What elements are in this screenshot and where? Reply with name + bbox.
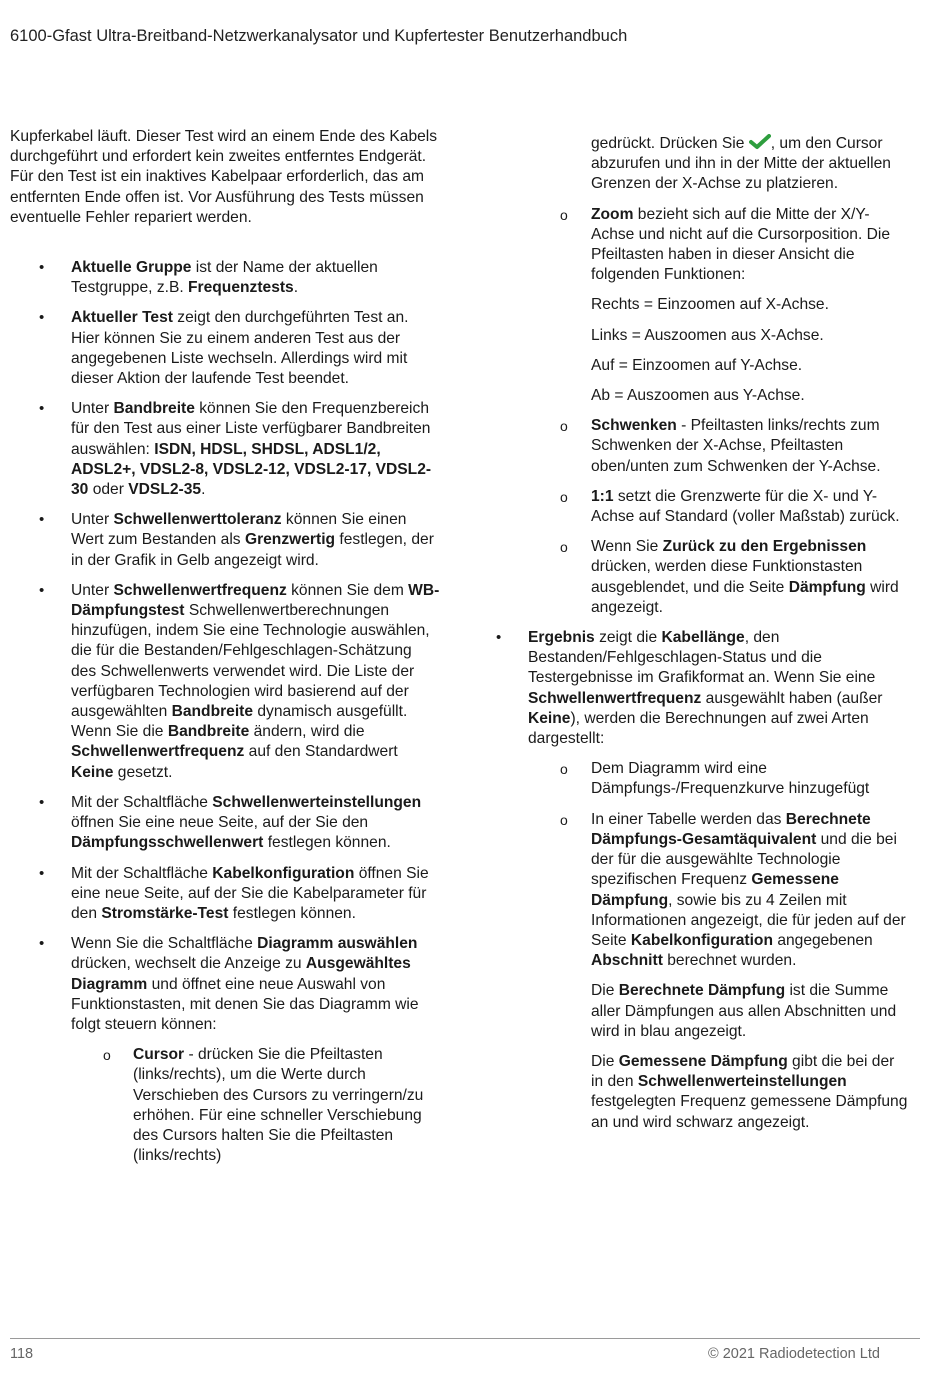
zoom-line: Links = Auszoomen aus X-Achse. xyxy=(591,326,824,344)
sub-list-item-schwenken: o Schwenken - Pfeiltasten links/rechts zum Schwenken der X-Achse, Pfeiltasten oben/unten zum Schwenken der Y-Achse. xyxy=(560,417,881,475)
list-item: • Mit der Schaltfläche Kabelkonfiguration öffnen Sie eine neue Seite, auf der Sie die Kabelparameter für den Stromstärke-Test festlegen können. xyxy=(10,864,440,925)
sub-list-item-diagramm: o Dem Diagramm wird eine Dämpfungs-/Frequenzkurve hinzugefügt xyxy=(560,760,870,798)
left-column xyxy=(10,127,440,1176)
sub-list-marker: o xyxy=(103,1047,111,1064)
list-item: • Mit der Schaltfläche Schwellenwerteinstellungen öffnen Sie eine neue Seite, auf der Sie den Dämpfungsschwellenwert festlegen können. xyxy=(10,793,440,854)
cursor-continuation: gedrückt. Drücken Sie , um den Cursor abzurufen und ihn in der Mitte der aktuellen Grenzen der X-Achse zu platzieren. xyxy=(591,135,891,193)
gemessene-daempfung-paragraph: Die Gemessene Dämpfung gibt die bei der in den Schwellenwerteinstellungen festgelegten Frequenz gemessene Dämpfung an und wird schwarz angezeigt. xyxy=(591,1052,908,1131)
list-item: • Unter Schwellenwertfrequenz können Sie dem WB-Dämpfungstest Schwellenwertberechnungen hinzufügen, indem Sie eine Technologie auswählen, die für die Bestanden/Fehlgeschlagen-Schätzung des Schwellenwerts verwendet wird. Die Liste der verfügbaren Technologien wird basierend auf der ausgewählten Bandbreite dynamisch ausgefüllt. Wenn Sie die Bandbreite ändern, wird die Schwellenwertfrequenz auf den Standardwert Keine gesetzt. xyxy=(10,581,440,783)
sub-list-marker: o xyxy=(560,488,568,505)
berechnete-daempfung-paragraph: Die Berechnete Dämpfung ist die Summe aller Dämpfungen aus allen Abschnitten und wird in blau angezeigt. xyxy=(591,982,897,1040)
footer-divider xyxy=(10,1338,920,1339)
zoom-line: Ab = Auszoomen aus Y-Achse. xyxy=(591,387,805,405)
sub-list-marker: o xyxy=(560,761,568,778)
list-item: • Unter Schwellenwerttoleranz können Sie einen Wert zum Bestanden als Grenzwertig festlegen, der in der Grafik in Gelb angezeigt wird. xyxy=(10,510,440,571)
list-item: • Aktueller Test zeigt den durchgeführten Test an. Hier können Sie zu einem anderen Test aus der angegebenen Liste wechseln. Allerdings wird mit dieser Aktion der laufende Test beendet. xyxy=(10,308,440,389)
zoom-line: Rechts = Einzoomen auf X-Achse. xyxy=(591,296,829,314)
list-item: • Aktuelle Gruppe ist der Name der aktuellen Testgruppe, z.B. Frequenztests. xyxy=(10,258,440,298)
intro-paragraph: Kupferkabel läuft. Dieser Test wird an einem Ende des Kabels durchgeführt und erfordert kein zweites entferntes Endgerät. Für den Test ist ein inaktives Kabelpaar erforderlich, das am entfernten Ende offen ist. Vor Ausführung des Tests müssen eventuelle Fehler repariert werden. xyxy=(10,128,438,226)
sub-list-item-cursor: o Cursor - drücken Sie die Pfeiltasten (links/rechts), um die Werte durch Verschieben des Cursors zu verringern/zu erhöhen. Für eine schneller Verschiebung des Cursors halten Sie die Pfeiltasten (links/rechts) xyxy=(103,1046,424,1165)
sub-list-marker: o xyxy=(560,206,568,223)
sub-list-item-zoom: o Zoom bezieht sich auf die Mitte der X/Y-Achse und nicht auf die Cursorposition. Die Pfeiltasten haben in dieser Ansicht die folgenden Funktionen: xyxy=(560,205,891,284)
sub-list-marker: o xyxy=(560,418,568,435)
right-column xyxy=(488,134,908,1143)
checkmark-icon xyxy=(749,134,771,150)
zoom-line: Auf = Einzoomen auf Y-Achse. xyxy=(591,356,803,374)
sub-list-item-tabelle: o In einer Tabelle werden das Berechnete Dämpfungs-Gesamtäquivalent und die bei der für die ausgewählte Technologie spezifischen Frequenz Gemessene Dämpfung, sowie bis zu 4 Zeilen mit Informationen angezeigt, die für jeden auf der Seite Kabelkonfiguration angegebenen Abschnitt berechnet wurden. xyxy=(560,810,906,970)
list-item: • Unter Bandbreite können Sie den Frequenzbereich für den Test aus einer Liste verfügbarer Bandbreiten auswählen: ISDN, HDSL, SHDSL, ADSL1/2, ADSL2+, VDSL2-8, VDSL2-12, VDSL2-17, VDSL2-30 oder VDSL2-35. xyxy=(10,399,440,500)
sub-list-item-one-to-one: o 1:1 setzt die Grenzwerte für die X- und Y-Achse auf Standard (voller Maßstab) zurück. xyxy=(560,487,900,526)
list-item-ergebnis: • Ergebnis zeigt die Kabellänge, den Bestanden/Fehlgeschlagen-Status und die Testergebnisse im Grafikformat an. Wenn Sie eine Schwellenwertfrequenz ausgewählt haben (außer Keine), werden die Berechnungen auf zwei Arten dargestellt: xyxy=(488,628,908,749)
sub-list-marker: o xyxy=(560,811,568,828)
page-header: 6100-Gfast Ultra-Breitband-Netzwerkanalysator und Kupfertester Benutzerhandbuch xyxy=(10,27,628,45)
copyright: © 2021 Radiodetection Ltd xyxy=(708,1346,880,1362)
sub-list-item-zurueck: o Wenn Sie Zurück zu den Ergebnissen drücken, werden diese Funktionstasten ausgeblendet, und die Seite Dämpfung wird angezeigt. xyxy=(560,538,899,616)
page-number: 118 xyxy=(10,1346,34,1362)
sub-list-marker: o xyxy=(560,539,568,556)
list-item: • Wenn Sie die Schaltfläche Diagramm auswählen drücken, wechselt die Anzeige zu Ausgewähltes Diagramm und öffnet eine neue Auswahl von Funktionstasten, mit denen Sie das Diagramm wie folgt steuern können: xyxy=(10,934,440,1035)
